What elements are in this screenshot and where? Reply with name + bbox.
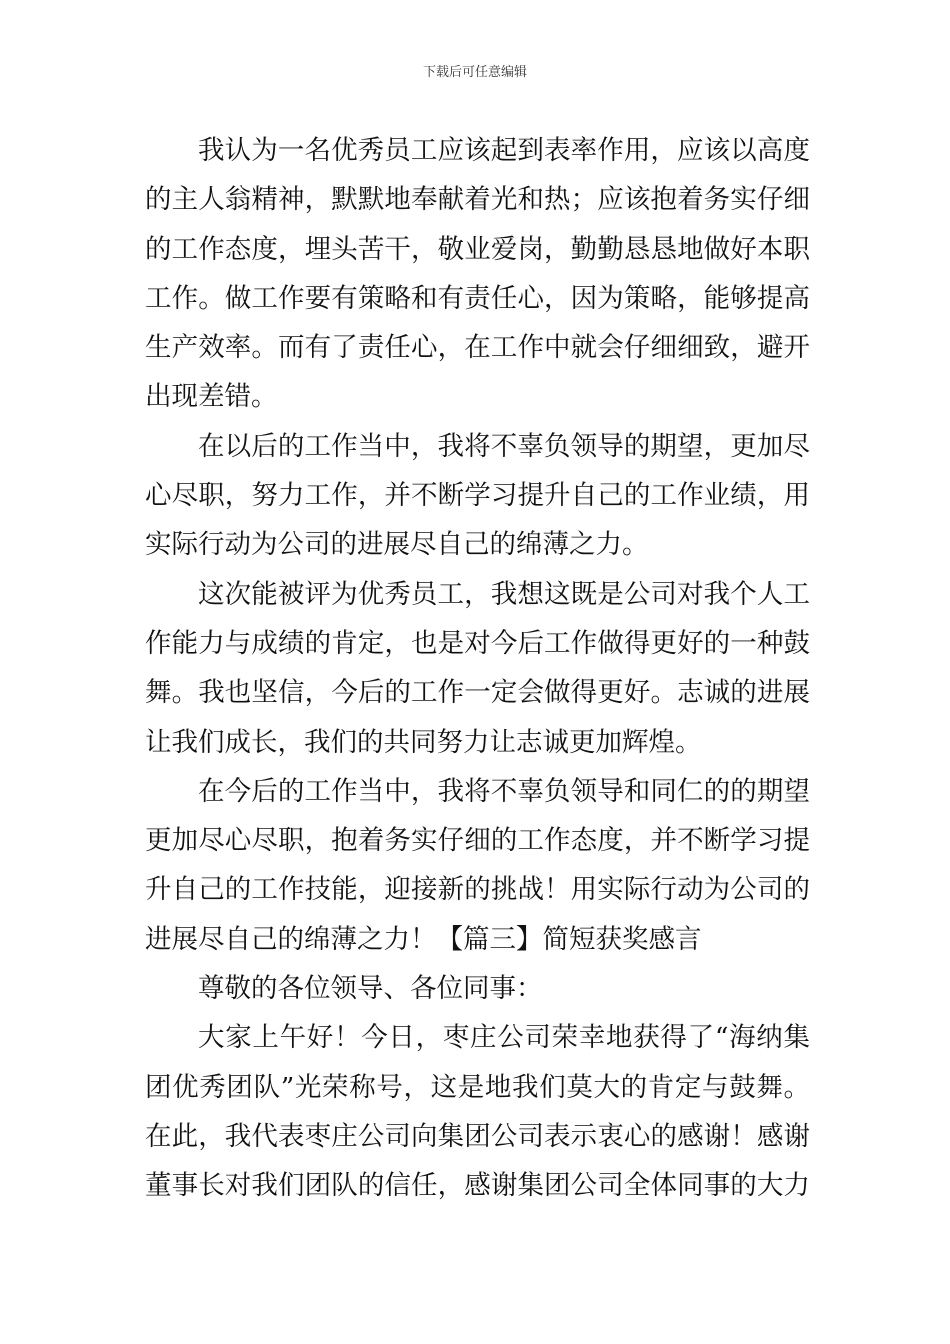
paragraph-6-line-4: 董事长对我们团队的信任，感谢集团公司全体同事的大力 bbox=[145, 1170, 810, 1202]
body-text bbox=[145, 126, 810, 1211]
paragraph-1-line-1: 我认为一名优秀员工应该起到表率作用，应该以高度 bbox=[198, 135, 810, 166]
paragraph-4-line-4: 进展尽自己的绵薄之力！【篇三】简短获奖感言 bbox=[145, 923, 702, 955]
header-note: 下载后可任意编辑 bbox=[422, 65, 527, 80]
paragraph-2-line-3: 实际行动为公司的进展尽自己的绵薄之力。 bbox=[145, 529, 649, 561]
paragraph-3-line-4: 让我们成长，我们的共同努力让志诚更加辉煌。 bbox=[145, 726, 702, 758]
paragraph-1-line-4: 工作。做工作要有策略和有责任心，因为策略，能够提高 bbox=[145, 282, 810, 314]
paragraph-4-line-2: 更加尽心尽职，抱着务实仔细的工作态度，并不断学习提 bbox=[145, 825, 810, 857]
paragraph-3-line-2: 作能力与成绩的肯定，也是对今后工作做得更好的一种鼓 bbox=[145, 627, 810, 659]
paragraph-4-line-1: 在今后的工作当中，我将不辜负领导和同仁的的期望 bbox=[198, 775, 810, 807]
paragraph-6-line-2: 团优秀团队”光荣称号，这是地我们莫大的肯定与鼓舞。 bbox=[145, 1071, 810, 1103]
paragraph-6-line-1: 大家上午好！今日，枣庄公司荣幸地获得了“海纳集 bbox=[198, 1022, 810, 1054]
paragraph-2-line-2: 心尽职，努力工作，并不断学习提升自己的工作业绩，用 bbox=[145, 480, 810, 512]
paragraph-1-line-5: 生产效率。而有了责任心，在工作中就会仔细细致，避开 bbox=[145, 332, 810, 364]
paragraph-4-line-3: 升自己的工作技能，迎接新的挑战！用实际行动为公司的 bbox=[145, 874, 810, 906]
paragraph-1-line-3: 的工作态度，埋头苦干，敬业爱岗，勤勤恳恳地做好本职 bbox=[145, 233, 810, 265]
paragraph-2-line-1: 在以后的工作当中，我将不辜负领导的期望，更加尽 bbox=[198, 430, 810, 462]
paragraph-6-line-3: 在此，我代表枣庄公司向集团公司表示衷心的感谢！感谢 bbox=[145, 1120, 810, 1152]
paragraph-3-line-3: 舞。我也坚信，今后的工作一定会做得更好。志诚的进展 bbox=[145, 677, 810, 709]
paragraph-3-line-1: 这次能被评为优秀员工，我想这既是公司对我个人工 bbox=[198, 578, 810, 610]
paragraph-1-line-2: 的主人翁精神，默默地奉献着光和热；应该抱着务实仔细 bbox=[145, 184, 810, 216]
paragraph-5-line-1: 尊敬的各位领导、各位同事： bbox=[198, 973, 543, 1005]
paragraph-1-line-6: 出现差错。 bbox=[145, 381, 278, 413]
